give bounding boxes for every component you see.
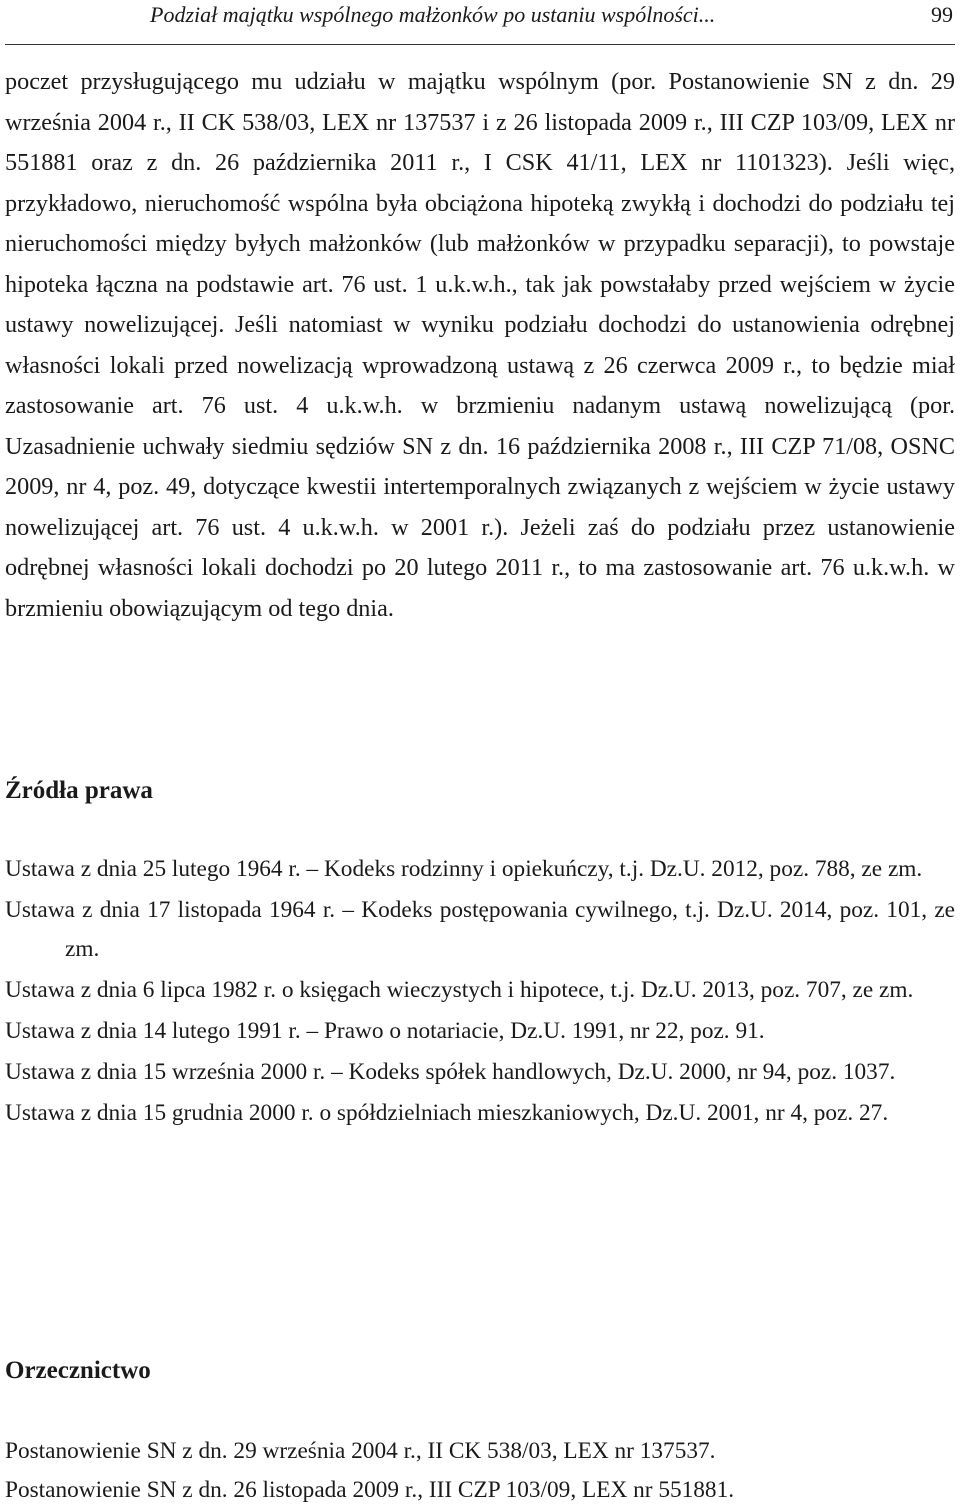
source-item: Ustawa z dnia 25 lutego 1964 r. – Kodeks rodzinny i opiekuńczy, t.j. Dz.U. 2012, poz. 788, ze zm. xyxy=(5,856,923,882)
section-heading-case-law: Orzecznictwo xyxy=(5,1357,151,1384)
case-law-item: Postanowienie SN z dn. 26 listopada 2009 r., III CZP 103/09, LEX nr 551881. xyxy=(5,1477,735,1503)
running-header-title: Podział majątku wspólnego małżonków po ustaniu wspólności... xyxy=(150,2,716,27)
sources-list xyxy=(5,850,955,1135)
running-header xyxy=(5,0,955,45)
section-heading-sources: Źródła prawa xyxy=(5,777,153,804)
source-item: Ustawa z dnia 15 września 2000 r. – Kodeks spółek handlowych, Dz.U. 2000, nr 94, poz. 1037. xyxy=(5,1059,896,1085)
page-number: 99 xyxy=(931,2,953,27)
source-item: Ustawa z dnia 14 lutego 1991 r. – Prawo o notariacie, Dz.U. 1991, nr 22, poz. 91. xyxy=(5,1018,765,1044)
case-law-item: Postanowienie SN z dn. 29 września 2004 r., II CK 538/03, LEX nr 137537. xyxy=(5,1438,716,1464)
case-law-list xyxy=(5,1432,955,1510)
source-item: Ustawa z dnia 6 lipca 1982 r. o księgach wieczystych i hipotece, t.j. Dz.U. 2013, poz. 707, ze zm. xyxy=(5,977,914,1003)
source-item: Ustawa z dnia 17 listopada 1964 r. – Kodeks postępowania cywilnego, t.j. Dz.U. 2014, poz. 101, ze zm. xyxy=(5,897,955,962)
source-item: Ustawa z dnia 15 grudnia 2000 r. o spółdzielniach mieszkaniowych, Dz.U. 2001, nr 4, poz. 27. xyxy=(5,1100,889,1126)
body-paragraph: poczet przysługującego mu udziału w majątku wspólnym (por. Postanowienie SN z dn. 29 września 2004 r., II CK 538/03, LEX nr 137537 i z 26 listopada 2009 r., III CZP 103/09, LEX nr 551881 oraz z dn. 26 października 2011 r., I CSK 41/11, LEX nr 1101323). Jeśli więc, przykładowo, nieruchomość wspólna była obciążona hipoteką zwykłą i dochodzi do podziału tej nieruchomości między byłych małżonków (lub małżonków w przypadku separacji), to powstaje hipoteka łączna na podstawie art. 76 ust. 1 u.k.w.h., tak jak powstałaby przed wejściem w życie ustawy nowelizującej. Jeśli natomiast w wyniku podziału dochodzi do ustanowienia odrębnej własności lokali przed nowelizacją wprowadzoną ustawą z 26 czerwca 2009 r., to będzie miał zastosowanie art. 76 ust. 4 u.k.w.h. w brzmieniu nadanym ustawą nowelizującą (por. Uzasadnienie uchwały siedmiu sędziów SN z dn. 16 października 2008 r., III CZP 71/08, OSNC 2009, nr 4, poz. 49, dotyczące kwestii intertemporalnych związanych z wejściem w życie ustawy nowelizującej art. 76 ust. 4 u.k.w.h. w 2001 r.). Jeżeli zaś do podziału przez ustanowienie odrębnej własności lokali dochodzi po 20 lutego 2011 r., to ma zastosowanie art. 76 u.k.w.h. w brzmieniu obowiązującym od tego dnia. xyxy=(5,68,955,622)
document-page xyxy=(5,0,955,1507)
